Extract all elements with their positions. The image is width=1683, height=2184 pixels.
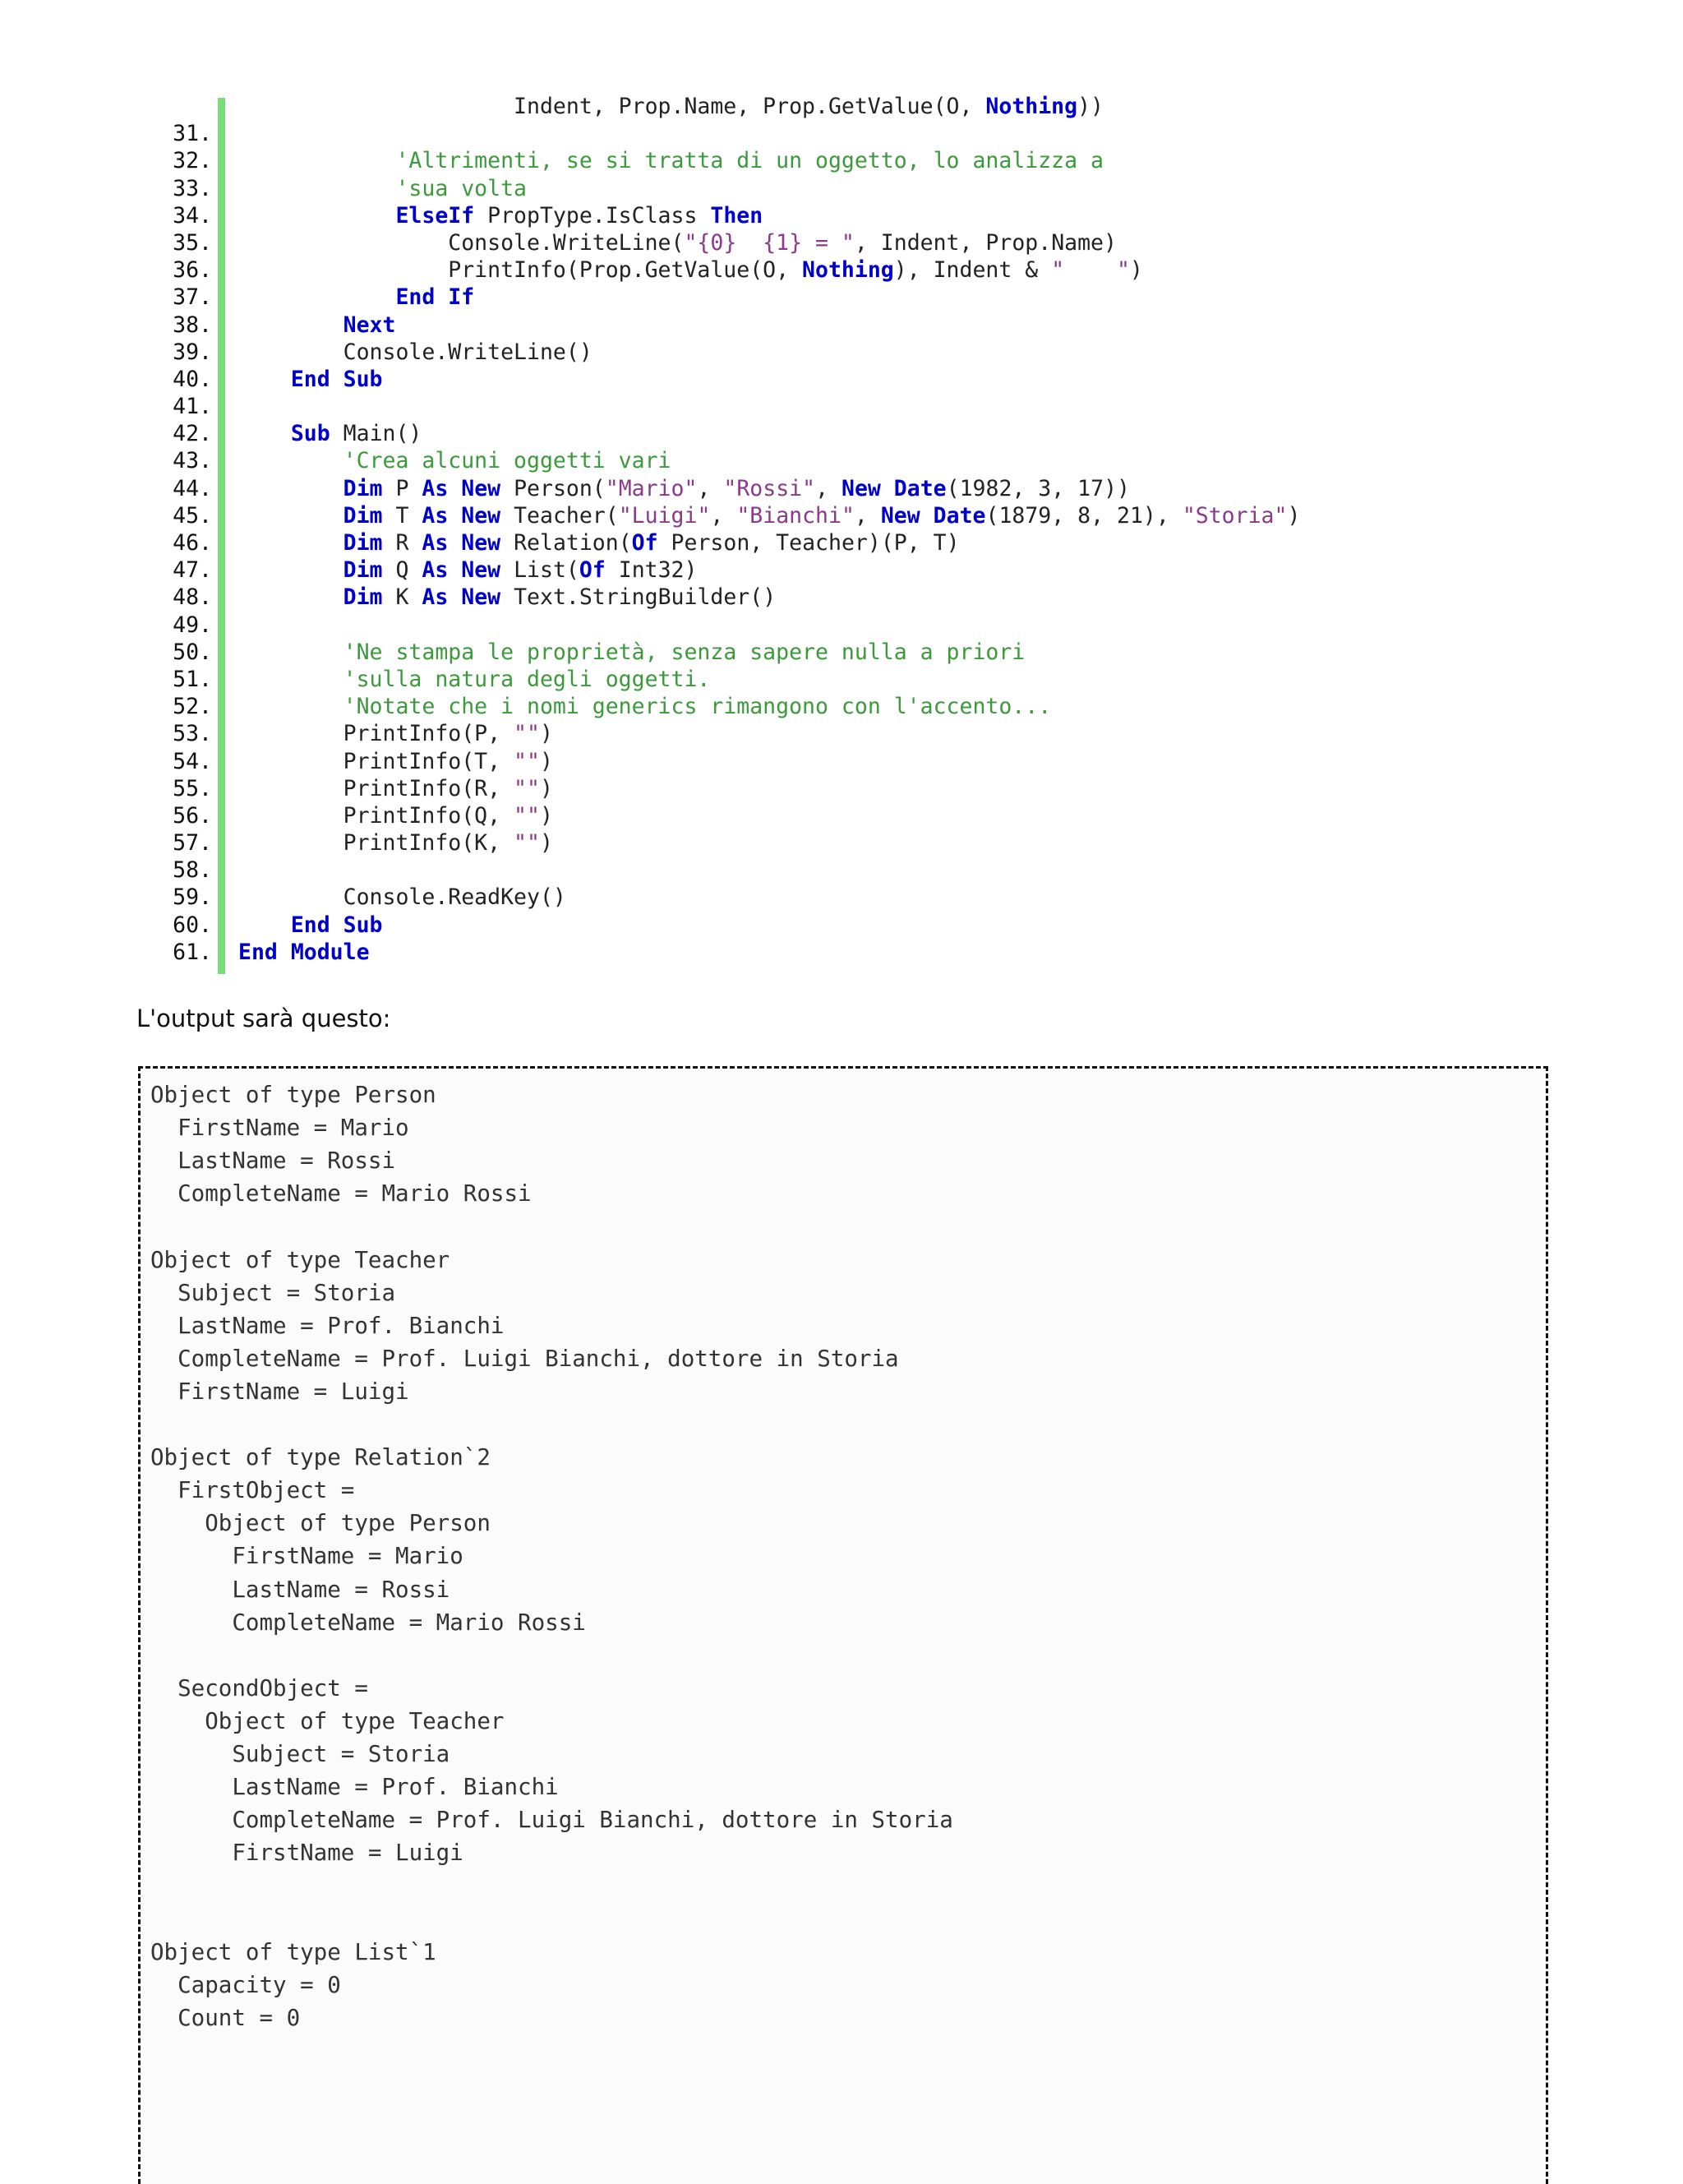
keyword-token: Sub (290, 421, 330, 447)
code-text (238, 93, 1104, 120)
keyword-token: As New (422, 584, 501, 611)
code-token: ) (539, 830, 553, 857)
code-token: ) (539, 748, 553, 774)
code-text (238, 147, 1104, 174)
code-text (238, 175, 527, 202)
comment-token: 'Notate che i nomi generics rimangono con l'accento... (343, 694, 1052, 720)
code-text (238, 529, 960, 556)
code-token: PrintInfo(Q, (238, 802, 514, 829)
line-number: 57. (173, 830, 212, 857)
comment-token: 'sua volta (395, 175, 527, 201)
code-text (238, 229, 1117, 256)
keyword-token: Dim (343, 502, 383, 529)
code-line (136, 693, 1418, 720)
code-text (238, 802, 553, 829)
code-token: ) (539, 721, 553, 747)
code-token: ) (539, 802, 553, 829)
keyword-token: End Module (238, 939, 370, 965)
code-line (136, 93, 1418, 120)
line-number: 54. (173, 748, 212, 774)
string-token: "Bianchi" (736, 502, 855, 529)
code-token: Console.ReadKey() (238, 884, 566, 911)
code-token: ) (1287, 502, 1301, 529)
output-line: Object of type Teacher (150, 1707, 505, 1734)
code-token: ) (539, 775, 553, 801)
keyword-token: Dim (343, 475, 383, 501)
line-number: 51. (173, 666, 212, 692)
output-line: Subject = Storia (150, 1741, 450, 1767)
code-token: PrintInfo(K, (238, 830, 514, 857)
output-line: Object of type Relation`2 (150, 1444, 491, 1471)
code-text (238, 584, 776, 611)
keyword-token: Dim (343, 557, 383, 584)
keyword-token: As New (422, 530, 501, 556)
code-token: R (382, 530, 422, 556)
code-token: P (382, 475, 422, 501)
line-number: 40. (173, 366, 212, 392)
code-line (136, 884, 1418, 911)
line-number: 61. (173, 939, 212, 965)
code-text (238, 420, 422, 447)
output-line: LastName = Prof. Bianchi (150, 1774, 559, 1801)
string-token: "Mario" (605, 475, 698, 501)
code-text (238, 829, 553, 857)
code-line (136, 420, 1418, 447)
code-text (238, 693, 1051, 720)
code-token (238, 640, 344, 665)
code-token: (1879, 8, 21), (985, 502, 1183, 529)
line-number: 43. (173, 448, 212, 474)
keyword-token: End Sub (290, 912, 383, 938)
code-line (136, 202, 1418, 229)
code-token (238, 503, 344, 529)
keyword-token: End If (395, 284, 475, 311)
line-number: 38. (173, 312, 212, 338)
output-line: FirstObject = (150, 1477, 355, 1504)
output-line: Object of type Person (150, 1082, 436, 1108)
code-line (136, 748, 1418, 775)
string-token: "{0} {1} = " (684, 229, 855, 256)
output-line: CompleteName = Prof. Luigi Bianchi, dottore in Storia (150, 1807, 953, 1834)
line-number: 59. (173, 884, 212, 911)
line-number: 47. (173, 557, 212, 584)
code-token (238, 421, 291, 446)
code-token: Int32) (605, 557, 698, 584)
code-line (136, 912, 1418, 939)
output-line: CompleteName = Mario Rossi (150, 1180, 532, 1207)
line-number: 42. (173, 421, 212, 447)
code-token: Indent, Prop.Name, Prop.GetValue(O, (238, 94, 986, 119)
string-token: "" (514, 748, 540, 774)
code-text (238, 447, 671, 474)
code-text (238, 284, 474, 311)
keyword-token: As New (422, 557, 501, 584)
code-line (136, 256, 1418, 284)
code-token: Main() (330, 421, 422, 447)
line-number: 34. (173, 202, 212, 229)
code-text (238, 748, 553, 775)
code-token: , (697, 475, 724, 501)
code-line (136, 229, 1418, 256)
code-token (238, 584, 344, 610)
keyword-token: As New (422, 502, 501, 529)
line-number: 45. (173, 502, 212, 529)
code-token (238, 694, 344, 719)
line-number: 56. (173, 802, 212, 829)
string-token: " " (1051, 257, 1130, 284)
code-line (136, 666, 1418, 693)
line-number: 31. (173, 121, 212, 147)
code-line (136, 720, 1418, 747)
code-text (238, 884, 566, 911)
code-token: Teacher( (500, 502, 619, 529)
string-token: "Luigi" (618, 502, 711, 529)
code-text (238, 775, 553, 802)
line-number: 55. (173, 775, 212, 801)
output-line: LastName = Rossi (150, 1576, 450, 1603)
code-line (136, 339, 1418, 366)
string-token: "" (514, 721, 540, 747)
code-line (136, 639, 1418, 666)
code-token: Text.StringBuilder() (500, 584, 777, 611)
code-token: ) (1129, 257, 1143, 284)
code-text (238, 639, 1025, 666)
keyword-token: Dim (343, 584, 383, 611)
code-text (238, 202, 763, 229)
code-token (238, 912, 291, 938)
output-line: FirstName = Luigi (150, 1840, 463, 1867)
code-line (136, 284, 1418, 311)
line-number: 48. (173, 584, 212, 611)
output-intro-text: L'output sarà questo: (136, 1004, 391, 1032)
code-token (238, 448, 344, 473)
line-number: 50. (173, 639, 212, 665)
output-line: LastName = Prof. Bianchi (150, 1312, 505, 1339)
output-line: Object of type Person (150, 1510, 491, 1537)
line-number: 60. (173, 912, 212, 938)
code-line (136, 312, 1418, 339)
comment-token: 'Crea alcuni oggetti vari (343, 448, 671, 474)
line-number: 49. (173, 612, 212, 638)
code-token: (1982, 3, 17)) (946, 475, 1130, 501)
keyword-token: Dim (343, 530, 383, 556)
output-line: FirstName = Mario (150, 1115, 409, 1142)
line-number: 46. (173, 530, 212, 556)
code-token: PrintInfo(Prop.GetValue(O, (238, 257, 803, 284)
code-text (238, 666, 710, 693)
output-line: FirstName = Mario (150, 1543, 463, 1570)
line-number: 32. (173, 148, 212, 174)
code-token: , (854, 502, 881, 529)
code-token (238, 530, 344, 556)
code-token (238, 367, 291, 392)
code-token (238, 557, 344, 583)
keyword-token: New Date (841, 475, 947, 501)
keyword-token: As New (422, 475, 501, 501)
line-number: 35. (173, 229, 212, 256)
output-box (138, 1066, 1548, 2184)
code-text (238, 502, 1300, 529)
output-line: CompleteName = Prof. Luigi Bianchi, dottore in Storia (150, 1345, 899, 1372)
code-line (136, 584, 1418, 611)
comment-token: 'Altrimenti, se si tratta di un oggetto, lo analizza a (395, 148, 1104, 174)
output-line: Count = 0 (150, 2004, 301, 2031)
output-line: CompleteName = Mario Rossi (150, 1609, 586, 1636)
line-number: 52. (173, 694, 212, 720)
line-number: 53. (173, 721, 212, 747)
code-token: PrintInfo(R, (238, 775, 514, 801)
code-token: , (710, 502, 737, 529)
line-number: 39. (173, 339, 212, 365)
code-line (136, 775, 1418, 802)
code-token (238, 203, 395, 229)
code-token (238, 667, 344, 692)
code-line (136, 939, 1418, 966)
code-token: ), Indent & (893, 257, 1052, 284)
keyword-token: Nothing (985, 94, 1078, 119)
string-token: "" (514, 802, 540, 829)
code-line (136, 120, 1418, 147)
code-line (136, 857, 1418, 884)
code-text (238, 312, 395, 339)
code-token (238, 284, 395, 310)
code-token (238, 176, 395, 201)
code-token: Relation( (500, 530, 632, 556)
keyword-token: Then (710, 202, 763, 229)
code-text (238, 339, 593, 366)
code-token (238, 148, 395, 173)
code-text (238, 475, 1130, 502)
code-token: )) (1077, 94, 1104, 119)
code-text (238, 939, 370, 966)
line-number: 33. (173, 175, 212, 201)
code-token: Person( (500, 475, 606, 501)
code-line (136, 447, 1418, 474)
string-token: "" (514, 830, 540, 857)
code-line (136, 502, 1418, 529)
code-line (136, 829, 1418, 857)
keyword-token: ElseIf (395, 202, 475, 229)
code-line (136, 175, 1418, 202)
string-token: "Storia" (1182, 502, 1288, 529)
code-token: , (815, 475, 842, 501)
string-token: "Rossi" (723, 475, 816, 501)
code-text (238, 366, 383, 393)
code-line (136, 612, 1418, 639)
code-token: T (382, 502, 422, 529)
keyword-token: Of (631, 530, 658, 556)
line-number: 41. (173, 394, 212, 420)
code-line (136, 475, 1418, 502)
code-token: K (382, 584, 422, 611)
keyword-token: End Sub (290, 366, 383, 392)
code-text (238, 256, 1143, 284)
keyword-token: Of (579, 557, 606, 584)
comment-token: 'Ne stampa le proprietà, senza sapere nulla a priori (343, 639, 1026, 665)
output-line: Object of type List`1 (150, 1938, 436, 1965)
code-token: PrintInfo(T, (238, 748, 514, 774)
line-number: 44. (173, 475, 212, 501)
code-token: Console.WriteLine() (238, 339, 593, 365)
code-line (136, 393, 1418, 420)
code-token: , Indent, Prop.Name) (854, 229, 1117, 256)
code-line (136, 802, 1418, 829)
code-token: PrintInfo(P, (238, 721, 514, 747)
output-line: SecondObject = (150, 1674, 368, 1701)
output-line: FirstName = Luigi (150, 1378, 409, 1405)
code-token: List( (500, 557, 579, 584)
code-token: Console.WriteLine( (238, 229, 685, 256)
line-number: 58. (173, 857, 212, 884)
code-line (136, 366, 1418, 393)
code-text (238, 556, 697, 584)
keyword-token: New Date (880, 502, 986, 529)
code-token: Q (382, 557, 422, 584)
keyword-token: Nothing (802, 257, 894, 284)
keyword-token: Next (343, 312, 396, 338)
comment-token: 'sulla natura degli oggetti. (343, 666, 711, 692)
output-line: Capacity = 0 (150, 1971, 341, 1998)
code-text (238, 912, 383, 939)
code-text (238, 720, 553, 747)
output-line: Subject = Storia (150, 1279, 396, 1306)
code-token (238, 476, 344, 501)
code-token: PropType.IsClass (474, 202, 711, 229)
code-line (136, 147, 1418, 174)
code-token: Person, Teacher)(P, T) (657, 530, 960, 556)
code-listing (136, 93, 1418, 966)
line-number: 37. (173, 284, 212, 311)
code-token (238, 312, 344, 338)
line-number: 36. (173, 257, 212, 284)
code-line (136, 529, 1418, 556)
code-line (136, 556, 1418, 584)
output-line: Object of type Teacher (150, 1246, 450, 1273)
output-line: LastName = Rossi (150, 1147, 396, 1175)
string-token: "" (514, 775, 540, 801)
